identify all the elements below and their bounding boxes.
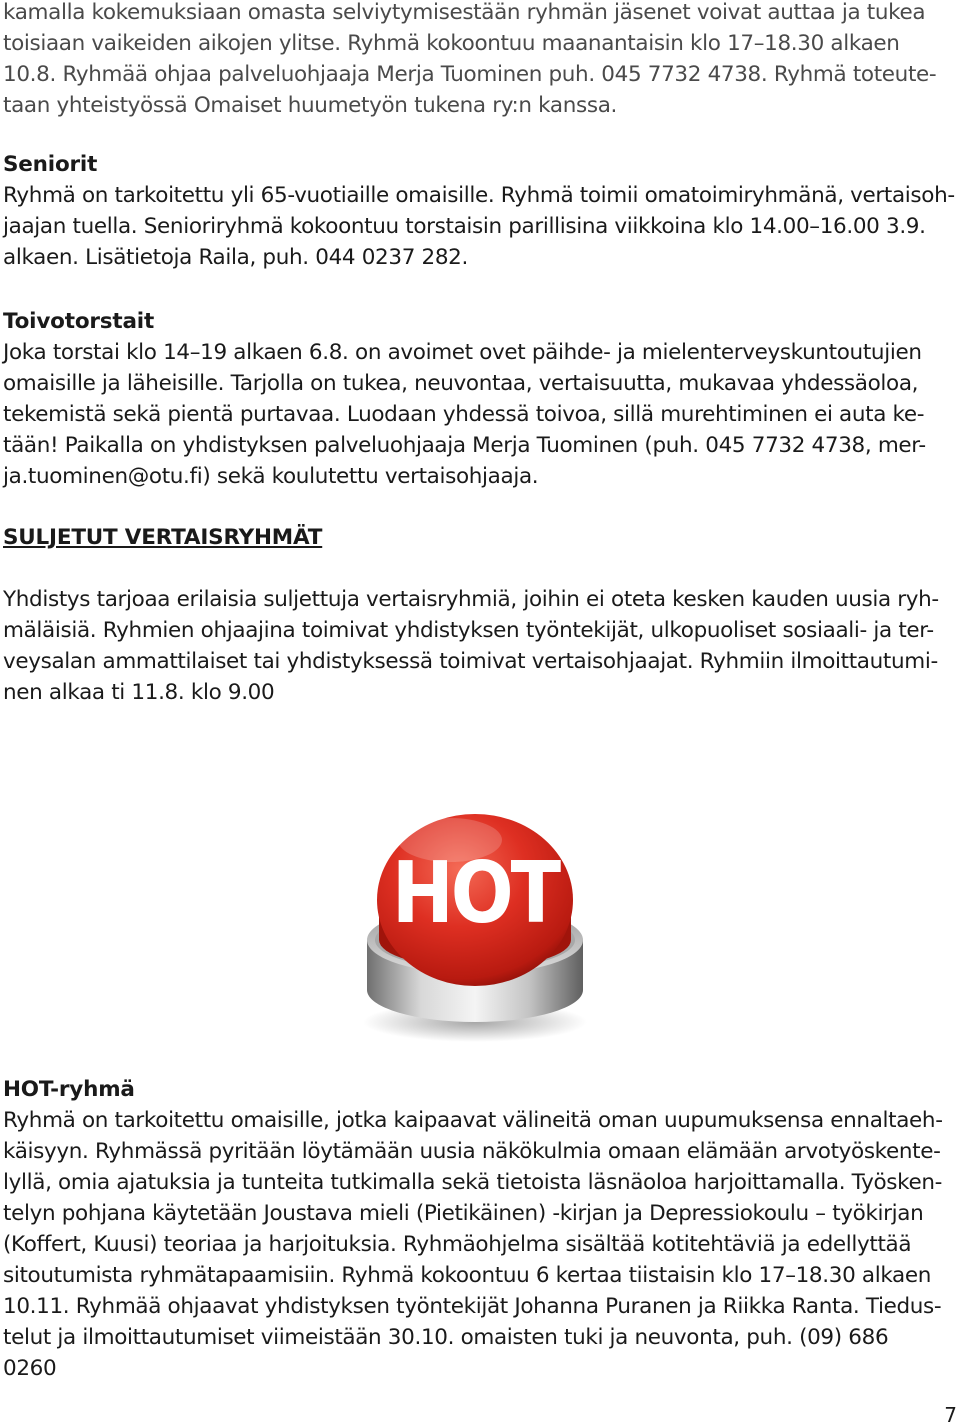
suljetut-line: mäläisiä. Ryhmien ohjaajina toimivat yhdistyksen työntekijät, ulkopuoliset sosiaali- ja ter-	[3, 618, 934, 643]
hot-ryhma-paragraph	[3, 1105, 948, 1384]
hot-button-image	[355, 790, 595, 1045]
hot-button-icon	[355, 790, 595, 1045]
hot-ryhma-line: telyn pohjana käytetään Joustava mieli (Pietikäinen) -kirjan ja Depressiokoulu – työkirjan	[3, 1201, 924, 1226]
seniorit-paragraph	[3, 180, 955, 273]
hot-ryhma-line: 0260	[3, 1356, 57, 1381]
intro-paragraph	[3, 0, 948, 121]
toivotorstait-line: Joka torstai klo 14–19 alkaen 6.8. on avoimet ovet päihde- ja mielenterveyskuntoutujien	[3, 340, 922, 365]
intro-line: kamalla kokemuksiaan omasta selviytymisestään ryhmän jäsenet voivat auttaa ja tukea	[3, 0, 926, 25]
hot-ryhma-line: lyllä, omia ajatuksia ja tunteita tutkimalla sekä tietoista läsnäoloa harjoittamalla. Työsken-	[3, 1170, 943, 1195]
toivotorstait-line: tään! Paikalla on yhdistyksen palveluohjaaja Merja Tuominen (puh. 045 7732 4738, mer-	[3, 433, 926, 458]
page-number: 7	[944, 1403, 957, 1427]
toivotorstait-line: ja.tuominen@otu.fi) sekä koulutettu vertaisohjaaja.	[3, 464, 539, 489]
intro-line: 10.8. Ryhmää ohjaa palveluohjaaja Merja Tuominen puh. 045 7732 4738. Ryhmä toteute-	[3, 62, 937, 87]
suljetut-paragraph	[3, 584, 948, 708]
seniorit-line: alkaen. Lisätietoja Raila, puh. 044 0237 282.	[3, 245, 468, 270]
seniorit-heading: Seniorit	[3, 152, 98, 177]
hot-ryhma-line: Ryhmä on tarkoitettu omaisille, jotka kaipaavat välineitä oman uupumuksensa ennaltaeh-	[3, 1108, 943, 1133]
toivotorstait-paragraph	[3, 337, 948, 492]
suljetut-line: Yhdistys tarjoaa erilaisia suljettuja vertaisryhmiä, joihin ei oteta kesken kauden uusia ryh-	[3, 587, 939, 612]
hot-ryhma-heading: HOT-ryhmä	[3, 1077, 135, 1102]
hot-ryhma-line: telut ja ilmoittautumiset viimeistään 30.10. omaisten tuki ja neuvonta, puh. (09) 686	[3, 1325, 889, 1350]
hot-ryhma-line: käisyyn. Ryhmässä pyritään löytämään uusia näkökulmia omaan elämään arvotyöskente-	[3, 1139, 941, 1164]
toivotorstait-heading: Toivotorstait	[3, 309, 155, 334]
suljetut-heading: SULJETUT VERTAISRYHMÄT	[3, 525, 323, 550]
suljetut-line: nen alkaa ti 11.8. klo 9.00	[3, 680, 275, 705]
seniorit-line: jaajan tuella. Senioriryhmä kokoontuu torstaisin parillisina viikkoina klo 14.00–16.00 3.9.	[3, 214, 926, 239]
hot-ryhma-line: (Koffert, Kuusi) teoriaa ja harjoituksia. Ryhmäohjelma sisältää kotitehtäviä ja edellyttää	[3, 1232, 912, 1257]
hot-ryhma-line: sitoutumista ryhmätapaamisiin. Ryhmä kokoontuu 6 kertaa tiistaisin klo 17–18.30 alkaen	[3, 1263, 932, 1288]
intro-line: taan yhteistyössä Omaiset huumetyön tukena ry:n kanssa.	[3, 93, 618, 118]
suljetut-line: veysalan ammattilaiset tai yhdistyksessä toimivat vertaisohjaajat. Ryhmiin ilmoittautumi-	[3, 649, 938, 674]
toivotorstait-line: tekemistä sekä pientä purtavaa. Luodaan yhdessä toivoa, sillä murehtiminen ei auta ke-	[3, 402, 925, 427]
intro-line: toisiaan vaikeiden aikojen ylitse. Ryhmä kokoontuu maanantaisin klo 17–18.30 alkaen	[3, 31, 900, 56]
hot-label: HOT	[391, 843, 559, 943]
toivotorstait-line: omaisille ja läheisille. Tarjolla on tukea, neuvontaa, vertaisuutta, mukavaa yhdessäoloa,	[3, 371, 919, 396]
hot-ryhma-line: 10.11. Ryhmää ohjaavat yhdistyksen työntekijät Johanna Puranen ja Riikka Ranta. Tiedus-	[3, 1294, 942, 1319]
seniorit-line: Ryhmä on tarkoitettu yli 65-vuotiaille omaisille. Ryhmä toimii omatoimiryhmänä, vertaisoh-	[3, 183, 955, 208]
